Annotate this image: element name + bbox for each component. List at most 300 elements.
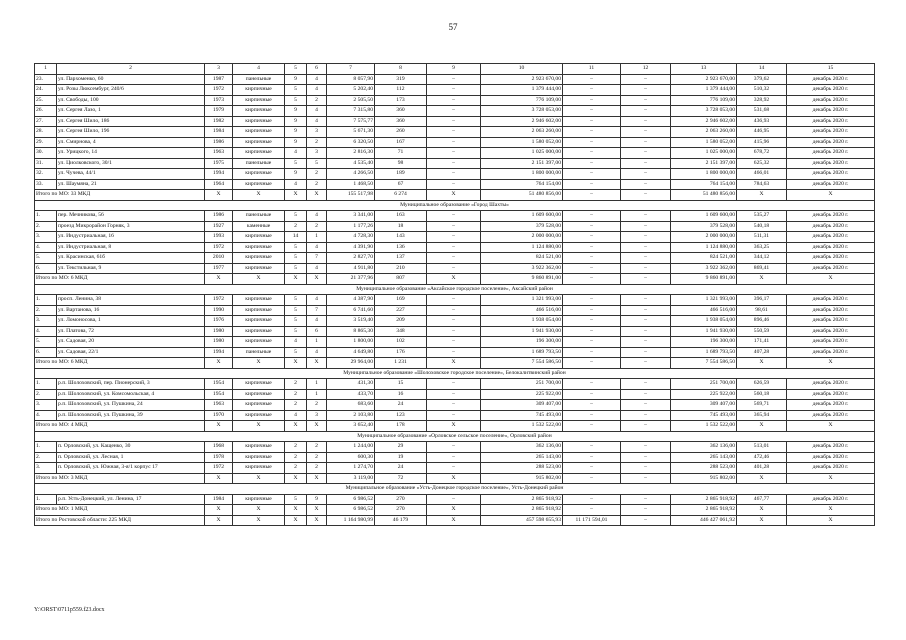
table-cell: 33. [35, 179, 57, 190]
table-cell: кирпичные [233, 326, 285, 337]
total-label: Итого по МО: 3 МКД [35, 473, 205, 484]
column-number-cell: 7 [327, 64, 375, 75]
table-cell: – [621, 263, 671, 274]
table-cell: 4 391,90 [327, 242, 375, 253]
total-cell: X [737, 473, 787, 484]
table-cell: 1 321 993,00 [671, 295, 737, 306]
table-row [35, 232, 875, 243]
total-cell: 51 480 856,00 [481, 190, 563, 201]
table-cell: – [621, 74, 671, 85]
table-cell: 540,18 [737, 221, 787, 232]
table-cell: 1993 [205, 232, 233, 243]
table-cell: кирпичные [233, 442, 285, 453]
total-cell: X [233, 274, 285, 285]
table-cell: 2 [307, 179, 327, 190]
table-cell: декабрь 2020 г. [787, 347, 875, 358]
table-cell: 1 800 000,00 [671, 169, 737, 180]
table-cell: ул. Индустриальная, 8 [57, 242, 205, 253]
table-cell: 225 922,00 [481, 389, 563, 400]
table-cell: 2 923 670,00 [481, 74, 563, 85]
column-number-cell: 14 [737, 64, 787, 75]
table-cell: 1954 [205, 389, 233, 400]
table-row [35, 494, 875, 505]
table-cell: ул. Индустриальная, 16 [57, 232, 205, 243]
table-cell: 379 528,00 [481, 221, 563, 232]
column-number-cell: 15 [787, 64, 875, 75]
table-cell: 6 986,52 [327, 494, 375, 505]
total-cell: – [563, 473, 621, 484]
table-cell: декабрь 2020 г. [787, 148, 875, 159]
total-cell: 446 427 061,92 [671, 515, 737, 526]
table-cell: 260 [375, 127, 427, 138]
total-cell: X [205, 358, 233, 369]
table-cell: 776 109,00 [671, 95, 737, 106]
table-row [35, 263, 875, 274]
table-cell: 550,59 [737, 326, 787, 337]
table-cell: 4 911,80 [327, 263, 375, 274]
table-cell: 3 519,40 [327, 316, 375, 327]
total-label: Итого по МО: 33 МКД [35, 190, 205, 201]
table-cell: 2 [307, 169, 327, 180]
table-cell: – [427, 106, 481, 117]
table-cell: ул. Вартанова, 16 [57, 305, 205, 316]
table-cell: 9 [285, 169, 307, 180]
table-row [35, 347, 875, 358]
table-cell: кирпичные [233, 400, 285, 411]
table-cell: 2 [285, 442, 307, 453]
table-cell: 3 [307, 148, 327, 159]
column-number-cell: 3 [205, 64, 233, 75]
column-number-cell: 5 [285, 64, 307, 75]
table-cell: 511,31 [737, 232, 787, 243]
total-cell: 1 532 522,00 [671, 421, 737, 432]
table-cell: – [563, 116, 621, 127]
table-cell: 1986 [205, 137, 233, 148]
table-cell: 5 [285, 326, 307, 337]
table-cell: – [427, 211, 481, 222]
table-cell: 3. [35, 232, 57, 243]
table-cell: 67 [375, 179, 427, 190]
total-cell: X [233, 358, 285, 369]
table-cell: 2 063 260,00 [671, 127, 737, 138]
table-cell: 24 [375, 400, 427, 411]
table-cell: 764 154,00 [671, 179, 737, 190]
table-cell: ул. Розы Люксембург, 240/6 [57, 85, 205, 96]
table-cell: – [621, 295, 671, 306]
table-cell: 1 689 793,50 [671, 347, 737, 358]
table-cell: кирпичные [233, 379, 285, 390]
table-row [35, 389, 875, 400]
table-cell: 2010 [205, 253, 233, 264]
table-cell: 2 946 602,00 [481, 116, 563, 127]
table-cell: 4 266,50 [327, 169, 375, 180]
table-cell: – [563, 326, 621, 337]
table-cell: 1968 [205, 442, 233, 453]
table-cell: проезд Микрорайон Горняк, 3 [57, 221, 205, 232]
table-cell: ул. Циолковского, 30/1 [57, 158, 205, 169]
table-cell: 15 [375, 379, 427, 390]
table-row [35, 400, 875, 411]
table-cell: – [621, 389, 671, 400]
table-cell: 6. [35, 263, 57, 274]
table-cell: 4 [307, 85, 327, 96]
table-cell: декабрь 2020 г. [787, 463, 875, 474]
table-cell: – [621, 85, 671, 96]
table-cell: – [563, 347, 621, 358]
table-cell: 2 [285, 463, 307, 474]
table-cell: – [427, 379, 481, 390]
table-cell: 2 103,80 [327, 410, 375, 421]
register-table [34, 63, 875, 526]
table-cell: 5 [285, 253, 307, 264]
table-cell: – [427, 463, 481, 474]
table-cell: 251 700,00 [671, 379, 737, 390]
table-cell: кирпичные [233, 137, 285, 148]
table-cell: – [563, 232, 621, 243]
table-cell: 265 143,00 [671, 452, 737, 463]
table-cell: 112 [375, 85, 427, 96]
table-cell: декабрь 2020 г. [787, 169, 875, 180]
table-cell: 1 938 054,00 [481, 316, 563, 327]
table-cell: 1977 [205, 263, 233, 274]
table-cell: р.п. Шолоховский, ул. Пушкина, 39 [57, 410, 205, 421]
table-cell: 2 000 000,00 [481, 232, 563, 243]
table-cell: 1963 [205, 400, 233, 411]
table-cell: 5 [285, 85, 307, 96]
table-cell: – [427, 85, 481, 96]
table-cell: 4 [307, 74, 327, 85]
table-cell: 7 575,77 [327, 116, 375, 127]
table-cell: 2 [307, 400, 327, 411]
total-row [35, 274, 875, 285]
table-cell: 1973 [205, 95, 233, 106]
table-cell: 1979 [205, 106, 233, 117]
total-cell: X [285, 505, 307, 516]
table-cell: – [427, 74, 481, 85]
table-cell: 9 [285, 74, 307, 85]
table-cell: 1 800 000,00 [481, 169, 563, 180]
table-cell: 1 124 880,00 [481, 242, 563, 253]
total-cell: X [427, 421, 481, 432]
table-cell: кирпичные [233, 295, 285, 306]
table-cell: – [621, 326, 671, 337]
table-cell: кирпичные [233, 389, 285, 400]
table-cell: – [427, 116, 481, 127]
table-cell: 4 [285, 148, 307, 159]
table-cell: 3 922 362,00 [481, 263, 563, 274]
table-cell: 2 [307, 463, 327, 474]
table-cell: 5 [285, 295, 307, 306]
table-cell: р.п. Усть-Донецкий, ул. Ленина, 17 [57, 494, 205, 505]
total-cell: X [285, 274, 307, 285]
table-cell: 4 [307, 263, 327, 274]
total-cell: 3 119,00 [327, 473, 375, 484]
table-cell: – [563, 316, 621, 327]
table-cell: – [563, 148, 621, 159]
table-cell: 3. [35, 463, 57, 474]
total-cell: 807 [375, 274, 427, 285]
table-cell: – [621, 169, 671, 180]
table-cell: – [621, 442, 671, 453]
table-cell: 1. [35, 295, 57, 306]
total-cell: X [737, 358, 787, 369]
table-cell: 625,32 [737, 158, 787, 169]
table-cell: 29. [35, 137, 57, 148]
table-cell: ул. Платова, 72 [57, 326, 205, 337]
table-cell: – [563, 463, 621, 474]
table-cell: ул. Чучева, 44/1 [57, 169, 205, 180]
section-title: Муниципальное образование «Аксайское городское поселение», Аксайский район [35, 284, 875, 295]
total-cell: 3 652,40 [327, 421, 375, 432]
table-cell: 3 728 053,00 [481, 106, 563, 117]
table-cell: – [563, 179, 621, 190]
table-cell: 1975 [205, 158, 233, 169]
table-cell: 98,61 [737, 305, 787, 316]
table-cell: 365,94 [737, 410, 787, 421]
table-cell: – [427, 242, 481, 253]
table-cell: кирпичные [233, 494, 285, 505]
table-cell: 1994 [205, 169, 233, 180]
total-cell: X [285, 421, 307, 432]
table-cell: 7 315,80 [327, 106, 375, 117]
table-cell: 5 [285, 211, 307, 222]
total-cell: X [307, 473, 327, 484]
table-cell: кирпичные [233, 316, 285, 327]
table-cell: 1. [35, 442, 57, 453]
table-cell: – [621, 116, 671, 127]
table-row [35, 95, 875, 106]
table-cell: 431,30 [327, 379, 375, 390]
table-cell: – [427, 221, 481, 232]
table-cell: – [563, 221, 621, 232]
table-cell: декабрь 2020 г. [787, 116, 875, 127]
table-cell: – [427, 95, 481, 106]
table-cell: – [427, 295, 481, 306]
total-cell: 155 517,98 [327, 190, 375, 201]
table-cell: – [621, 211, 671, 222]
table-cell: 363,25 [737, 242, 787, 253]
total-cell: X [737, 515, 787, 526]
total-cell: 51 480 856,00 [671, 190, 737, 201]
table-cell: каменные [233, 221, 285, 232]
table-cell: 560,18 [737, 389, 787, 400]
table-cell: – [427, 337, 481, 348]
total-cell: X [285, 473, 307, 484]
table-cell: 764 154,00 [481, 179, 563, 190]
total-cell: X [307, 421, 327, 432]
table-cell: 27. [35, 116, 57, 127]
total-cell: X [285, 515, 307, 526]
table-cell: кирпичные [233, 337, 285, 348]
table-cell: 1 124 880,00 [671, 242, 737, 253]
table-cell: 3 728 053,00 [671, 106, 737, 117]
table-cell: 9 [285, 116, 307, 127]
total-cell: – [563, 190, 621, 201]
table-cell: – [427, 389, 481, 400]
total-cell: 1 532 522,00 [481, 421, 563, 432]
table-row [35, 337, 875, 348]
table-cell: кирпичные [233, 169, 285, 180]
total-cell: X [787, 190, 875, 201]
section-header-row [35, 484, 875, 495]
table-cell: – [563, 127, 621, 138]
table-cell: кирпичные [233, 116, 285, 127]
table-cell: декабрь 2020 г. [787, 389, 875, 400]
table-cell: кирпичные [233, 127, 285, 138]
table-cell: 210 [375, 263, 427, 274]
table-cell: 4 [285, 179, 307, 190]
table-cell: 18 [375, 221, 427, 232]
table-cell: декабрь 2020 г. [787, 137, 875, 148]
table-cell: 3. [35, 316, 57, 327]
table-cell: 4 [307, 295, 327, 306]
table-cell: 4. [35, 326, 57, 337]
table-cell: – [563, 169, 621, 180]
table-cell: 824 521,00 [671, 253, 737, 264]
table-row [35, 169, 875, 180]
table-cell: 29 [375, 442, 427, 453]
total-cell: X [787, 274, 875, 285]
table-cell: – [621, 316, 671, 327]
total-cell: 457 598 655,93 [481, 515, 563, 526]
total-cell: X [307, 358, 327, 369]
total-row [35, 505, 875, 516]
table-cell: ул. Сергея Шило, 186 [57, 116, 205, 127]
table-cell: кирпичные [233, 179, 285, 190]
table-cell: 71 [375, 148, 427, 159]
total-cell: X [307, 274, 327, 285]
table-row [35, 463, 875, 474]
table-cell: 3 [307, 410, 327, 421]
table-row [35, 295, 875, 306]
table-cell: – [563, 95, 621, 106]
table-cell: 1 689 793,50 [481, 347, 563, 358]
total-cell: – [621, 274, 671, 285]
table-cell: – [563, 305, 621, 316]
total-row [35, 515, 875, 526]
table-cell: – [621, 179, 671, 190]
table-cell: 2 [285, 379, 307, 390]
column-number-cell: 13 [671, 64, 737, 75]
table-cell: – [621, 253, 671, 264]
table-cell: кирпичные [233, 253, 285, 264]
table-cell: – [621, 305, 671, 316]
table-cell: 25. [35, 95, 57, 106]
table-cell: – [621, 137, 671, 148]
table-cell: п. Орловский, ул. Южная, 3-я/1 корпус 17 [57, 463, 205, 474]
table-cell: декабрь 2020 г. [787, 400, 875, 411]
table-cell: 2 865 918,92 [481, 494, 563, 505]
table-cell: – [621, 347, 671, 358]
table-cell: декабрь 2020 г. [787, 326, 875, 337]
total-row [35, 190, 875, 201]
table-row [35, 410, 875, 421]
table-cell: 2. [35, 305, 57, 316]
table-row [35, 326, 875, 337]
table-cell: 824 521,00 [481, 253, 563, 264]
table-cell: 4 [307, 242, 327, 253]
table-cell: 5 [307, 158, 327, 169]
table-cell: кирпичные [233, 242, 285, 253]
table-cell: 513,01 [737, 442, 787, 453]
table-cell: 2 151 397,00 [481, 158, 563, 169]
table-cell: 4. [35, 410, 57, 421]
table-cell: 1 941 930,00 [481, 326, 563, 337]
section-title: Муниципальное образование «Шолоховское городское поселение», Белокалитвинский район [35, 368, 875, 379]
table-cell: – [427, 169, 481, 180]
table-cell: 309 407,00 [481, 400, 563, 411]
column-number-cell: 2 [57, 64, 205, 75]
total-cell: X [737, 421, 787, 432]
table-cell: кирпичные [233, 410, 285, 421]
table-cell: – [427, 253, 481, 264]
table-cell: р.п. Шолоховский, пер. Пионерский, 3 [57, 379, 205, 390]
table-cell: – [621, 242, 671, 253]
table-cell: – [427, 400, 481, 411]
table-cell: – [621, 106, 671, 117]
total-cell: 11 171 594,01 [563, 515, 621, 526]
table-cell: 24 [375, 463, 427, 474]
table-cell: 3 [307, 127, 327, 138]
table-cell: – [621, 463, 671, 474]
table-cell: 2 [307, 137, 327, 148]
table-cell: 2. [35, 452, 57, 463]
table-cell: 2 946 602,00 [671, 116, 737, 127]
table-cell: 1 379 444,00 [671, 85, 737, 96]
table-cell: – [621, 410, 671, 421]
table-cell: 362 136,00 [481, 442, 563, 453]
total-cell: X [205, 515, 233, 526]
table-cell: декабрь 2020 г. [787, 253, 875, 264]
table-cell: 415,96 [737, 137, 787, 148]
total-cell: X [233, 190, 285, 201]
section-header-row [35, 200, 875, 211]
table-cell: 1 580 052,00 [671, 137, 737, 148]
table-cell: 143 [375, 232, 427, 243]
table-cell: 7 [307, 305, 327, 316]
table-row [35, 74, 875, 85]
total-cell: 270 [375, 505, 427, 516]
total-cell: X [427, 274, 481, 285]
total-cell: X [787, 505, 875, 516]
table-cell: панельные [233, 347, 285, 358]
table-cell: 2 [307, 452, 327, 463]
total-cell: 29 964,00 [327, 358, 375, 369]
table-cell: 2 151 397,00 [671, 158, 737, 169]
table-cell: 171,41 [737, 337, 787, 348]
table-cell: 4 [307, 106, 327, 117]
table-cell: декабрь 2020 г. [787, 337, 875, 348]
table-cell: – [563, 442, 621, 453]
total-cell: X [787, 421, 875, 432]
table-cell: кирпичные [233, 85, 285, 96]
table-cell: р.п. Шолоховский, ул. Пушкина, 24 [57, 400, 205, 411]
table-cell: – [563, 106, 621, 117]
table-cell: 1 379 444,00 [481, 85, 563, 96]
table-cell: 4 [307, 347, 327, 358]
total-row [35, 473, 875, 484]
total-cell: 915 802,00 [481, 473, 563, 484]
table-cell: декабрь 2020 г. [787, 127, 875, 138]
table-cell: – [563, 452, 621, 463]
column-number-cell: 1 [35, 64, 57, 75]
total-cell: 1 164 980,99 [327, 515, 375, 526]
table-cell: – [621, 494, 671, 505]
table-cell: 745 493,00 [481, 410, 563, 421]
table-cell: 1 800,00 [327, 337, 375, 348]
table-cell: ул. Смирнова, 4 [57, 137, 205, 148]
table-cell: 189 [375, 169, 427, 180]
